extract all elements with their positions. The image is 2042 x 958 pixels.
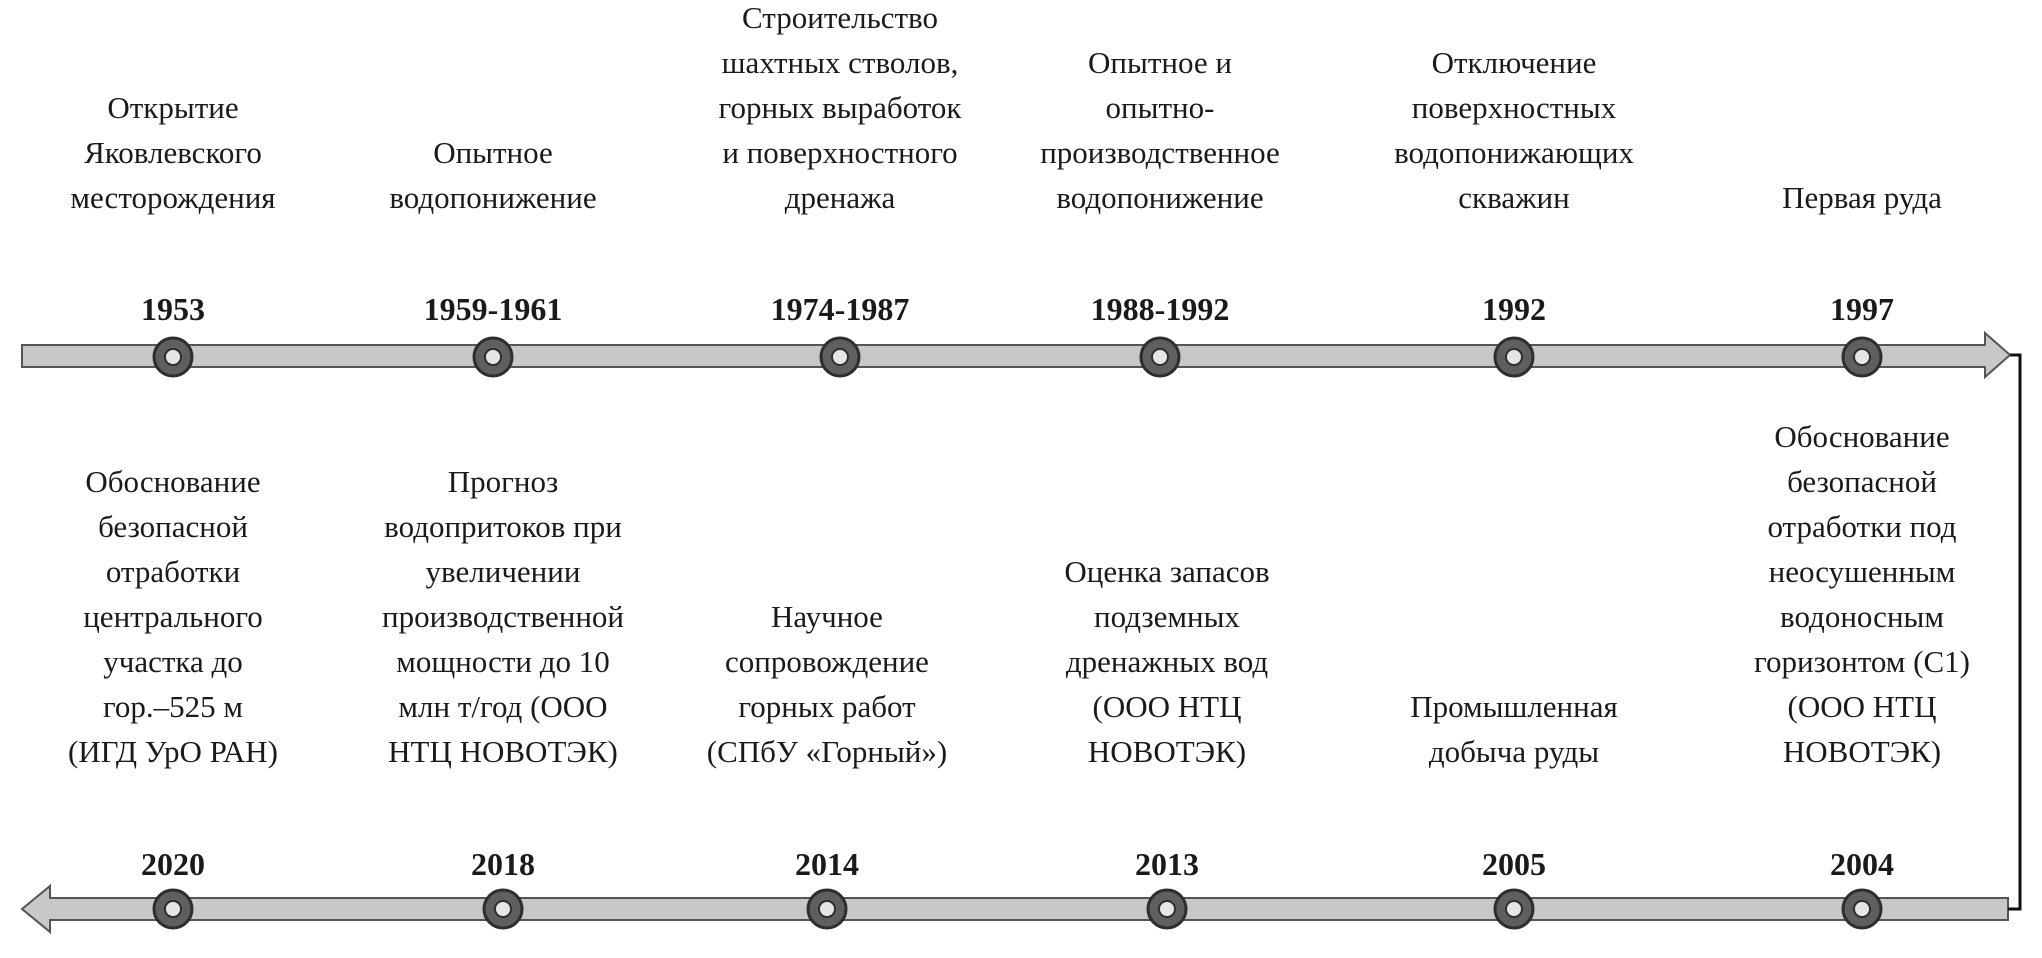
bottom_row-marker-2014 <box>808 890 846 928</box>
event-label: Прогноз водопритоков при увеличении производственной мощности до 10 млн т/год (ООО НТЦ НОВОТЭК) <box>381 464 625 769</box>
bottom_row-marker-2020 <box>154 890 192 928</box>
top-timeline-arrow <box>22 333 2010 377</box>
event-year: 1992 <box>1482 291 1546 327</box>
event-year: 1959-1961 <box>423 291 563 327</box>
event-year: 1953 <box>141 291 205 327</box>
bottom-timeline-arrow <box>22 886 2008 932</box>
top_row-marker-1988-1992 <box>1141 338 1179 376</box>
event-label: Обоснование безопасной отработки центрального участка до гор.–525 м (ИГД УрО РАН) <box>67 464 279 769</box>
event-label: Строительство шахтных стволов, горных выработок и поверхностного дренажа <box>718 0 962 215</box>
event-year: 1988-1992 <box>1090 291 1230 327</box>
bottom_row-marker-2013 <box>1148 890 1186 928</box>
event-year: 2014 <box>795 846 859 882</box>
event-label: Открытие Яковлевского месторождения <box>70 90 276 215</box>
event-year: 2005 <box>1482 846 1546 882</box>
top_row-marker-1959-1961 <box>474 338 512 376</box>
event-label: Отключение поверхностных водопонижающих скважин <box>1394 45 1634 215</box>
event-label: Первая руда <box>1782 180 1942 215</box>
event-label: Оценка запасов подземных дренажных вод (ООО НТЦ НОВОТЭК) <box>1064 554 1270 769</box>
bottom_row-marker-2005 <box>1495 890 1533 928</box>
top_row-marker-1997 <box>1843 338 1881 376</box>
top_row-marker-1992 <box>1495 338 1533 376</box>
event-label: Обоснование безопасной отработки под неосушенным водоносным горизонтом (С1) (ООО НТЦ НОВОТЭК) <box>1754 419 1970 769</box>
event-year: 2018 <box>471 846 535 882</box>
event-label: Опытное и опытно- производственное водопонижение <box>1040 45 1280 215</box>
event-year: 1974-1987 <box>770 291 910 327</box>
event-year: 2020 <box>141 846 205 882</box>
event-label: Опытное водопонижение <box>389 135 597 215</box>
top_row-marker-1953 <box>154 338 192 376</box>
event-year: 2004 <box>1830 846 1894 882</box>
event-label: Промышленная добыча руды <box>1410 689 1618 769</box>
bottom_row-marker-2004 <box>1843 890 1881 928</box>
event-label: Научное сопровождение горных работ (СПбУ «Горный») <box>706 599 948 769</box>
event-year: 2013 <box>1135 846 1199 882</box>
event-year: 1997 <box>1830 291 1894 327</box>
bottom_row-marker-2018 <box>484 890 522 928</box>
top_row-marker-1974-1987 <box>821 338 859 376</box>
